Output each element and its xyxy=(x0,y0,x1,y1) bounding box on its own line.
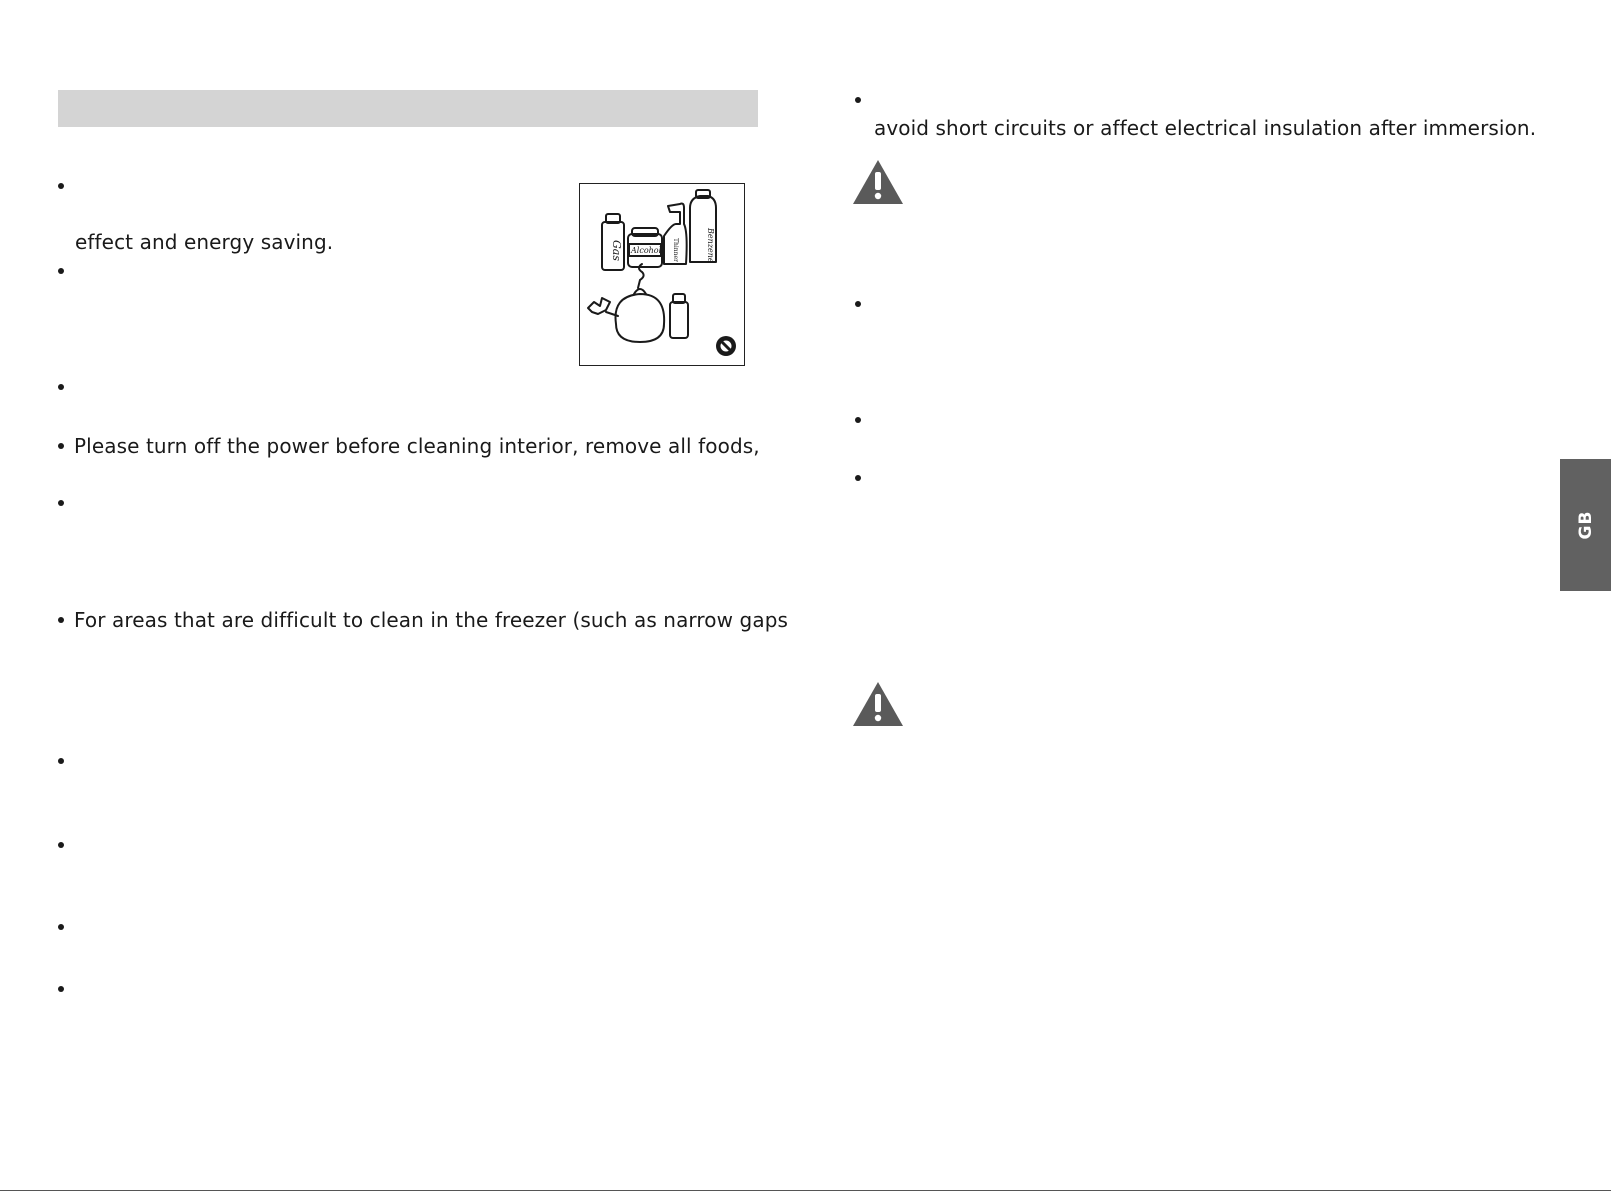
warning-icon xyxy=(851,680,905,728)
bullet xyxy=(855,417,861,423)
bullet xyxy=(58,268,64,274)
bullet xyxy=(58,500,64,506)
gas-label: Gas xyxy=(610,240,623,261)
paragraph-line: avoid short circuits or affect electrical insulation after immersion. xyxy=(874,116,1537,140)
benzene-label: Benzene xyxy=(706,228,715,263)
bullet xyxy=(58,924,64,930)
no-symbol-icon xyxy=(716,336,736,356)
bullet xyxy=(58,842,64,848)
bullet xyxy=(58,758,64,764)
language-tab-label: GB xyxy=(1575,510,1596,540)
paragraph-line: effect and energy saving. xyxy=(75,230,334,254)
alcohol-label: Alcohol xyxy=(631,246,662,255)
section-header-bar xyxy=(58,90,758,127)
language-tab xyxy=(1560,459,1611,591)
bullet xyxy=(58,384,64,390)
thinner-label: Thinner xyxy=(672,238,679,262)
paragraph-line: Please turn off the power before cleaning interior, remove all foods, xyxy=(74,434,760,458)
bullet xyxy=(855,97,861,103)
bullet xyxy=(58,443,64,449)
bullet xyxy=(58,986,64,992)
bullet xyxy=(58,617,64,623)
paragraph-line: For areas that are difficult to clean in the freezer (such as narrow gaps xyxy=(74,608,789,632)
bullet xyxy=(855,475,861,481)
warning-icon xyxy=(851,158,905,206)
bottom-rule xyxy=(0,1190,1611,1191)
prohibited-substances-icon xyxy=(580,184,743,364)
prohibited-substances-illustration xyxy=(579,183,745,366)
bullet xyxy=(58,183,64,189)
bullet xyxy=(855,301,861,307)
